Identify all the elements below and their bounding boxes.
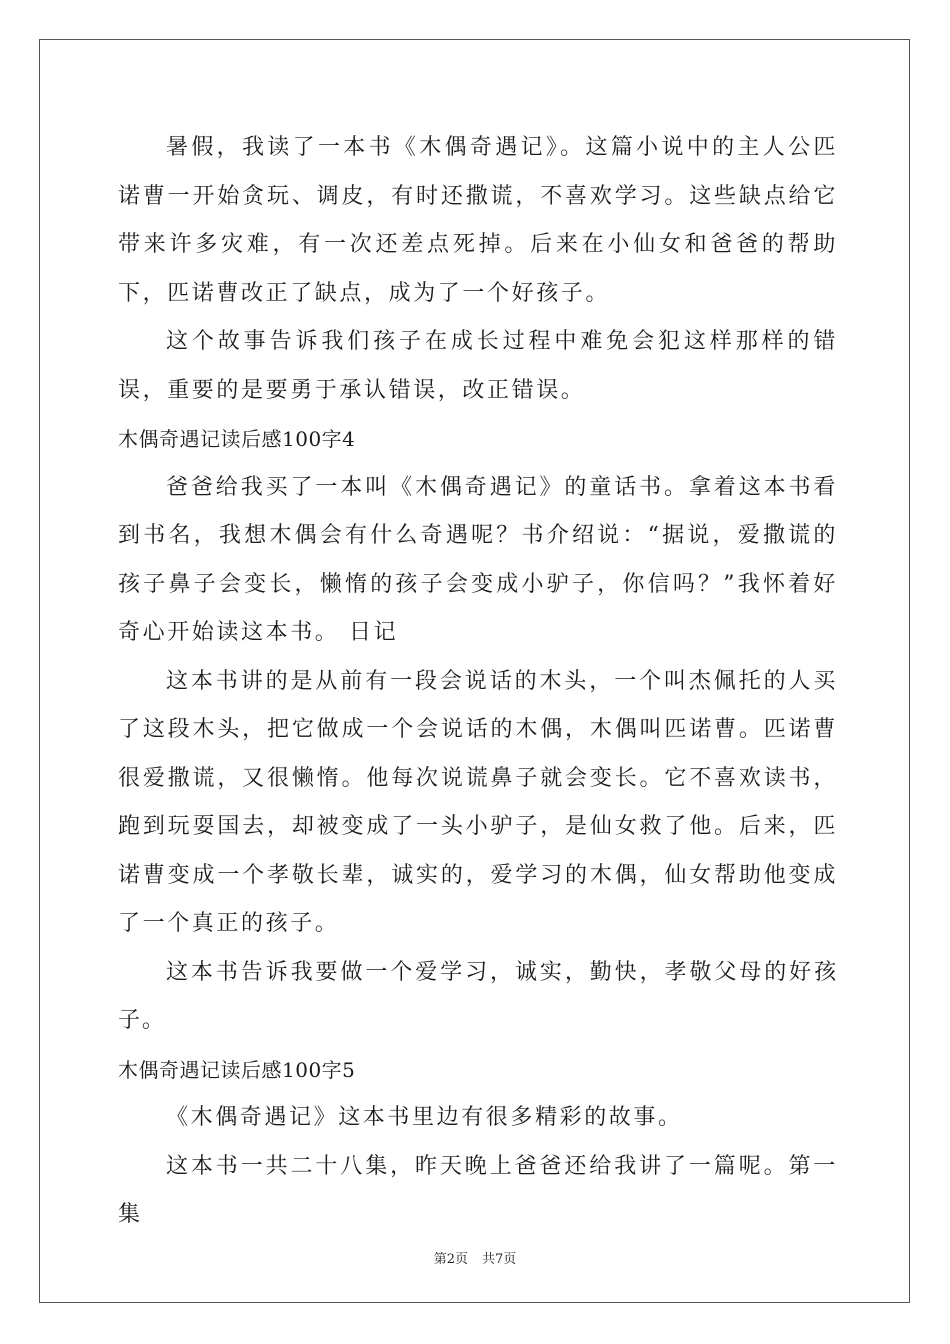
page-number: 第2页 — [433, 1252, 468, 1267]
paragraph: 这本书一共二十八集，昨天晚上爸爸还给我讲了一篇呢。第一集 — [118, 1153, 838, 1227]
paragraph: 这本书告诉我要做一个爱学习，诚实，勤快，孝敬父母的好孩子。 — [118, 959, 838, 1033]
page-total: 共7页 — [482, 1252, 517, 1267]
paragraph: 《木偶奇遇记》这本书里边有很多精彩的故事。 — [166, 1105, 683, 1130]
paragraph: 这本书讲的是从前有一段会说话的木头，一个叫杰佩托的人买了这段木头，把它做成一个会说话的木偶，木偶叫匹诺曹。匹诺曹很爱撒谎，又很懒惰。他每次说谎鼻子就会变长。它不喜欢读书，跑到玩耍国去，却被变成了一头小驴子，是仙女救了他。后来，匹诺曹变成一个孝敬长辈，诚实的，爱学习的木偶，仙女帮助他变成了一个真正的孩子。 — [118, 668, 838, 936]
section-heading: 木偶奇遇记读后感100字5 — [118, 1057, 356, 1082]
document-body — [118, 124, 838, 1240]
paragraph: 爸爸给我买了一本叫《木偶奇遇记》的童话书。拿着这本书看到书名，我想木偶会有什么奇遇呢？书介绍说：“据说，爱撒谎的孩子鼻子会变长，懒惰的孩子会变成小驴子，你信吗？”我怀着好奇心开始读这本书。 日记 — [118, 474, 838, 645]
section-heading: 木偶奇遇记读后感100字4 — [118, 427, 356, 451]
paragraph: 暑假，我读了一本书《木偶奇遇记》。这篇小说中的主人公匹诺曹一开始贪玩、调皮，有时还撒谎，不喜欢学习。这些缺点给它带来许多灾难，有一次还差点死掉。后来在小仙女和爸爸的帮助下，匹诺曹改正了缺点，成为了一个好孩子。 — [118, 135, 838, 306]
page-footer — [0, 1248, 950, 1267]
paragraph: 这个故事告诉我们孩子在成长过程中难免会犯这样那样的错误，重要的是要勇于承认错误，改正错误。 — [118, 329, 838, 403]
